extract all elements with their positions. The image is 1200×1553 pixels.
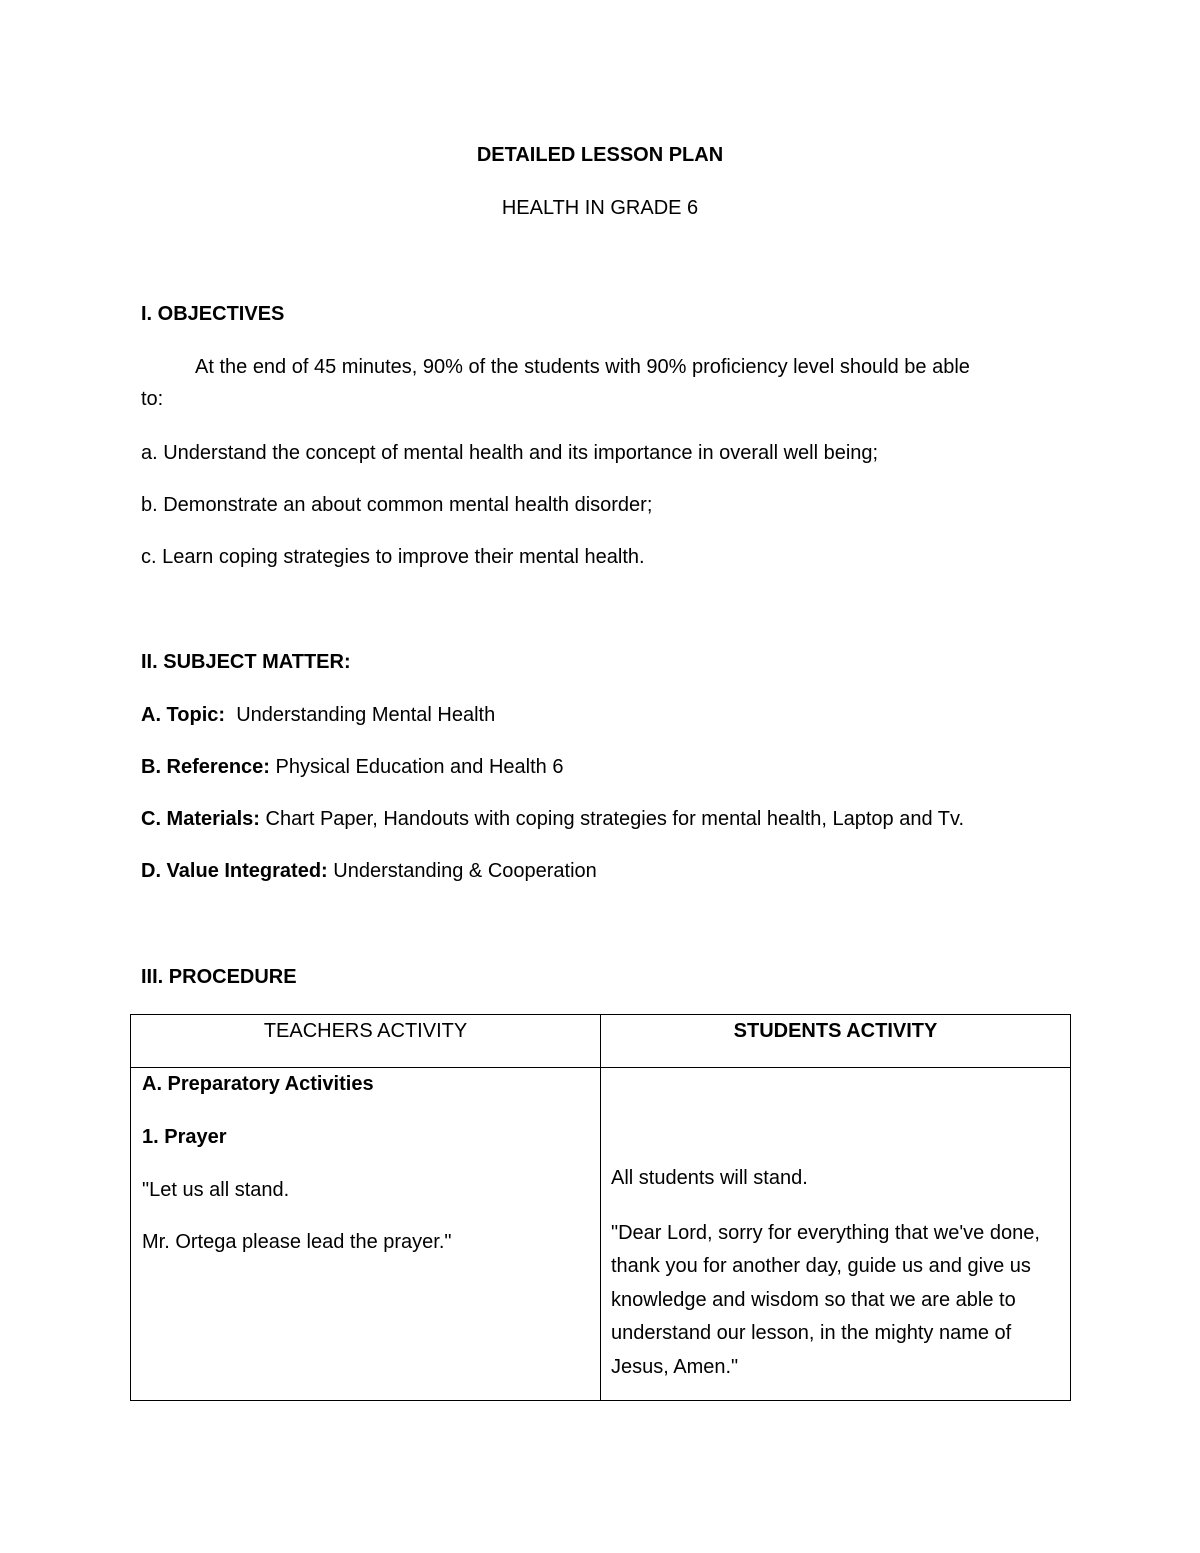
teacher-line-1: "Let us all stand. [142, 1179, 290, 1201]
objectives-intro-line2: to: [141, 388, 164, 410]
col-header-students [601, 1015, 1071, 1068]
student-activity-cell [601, 1068, 1071, 1401]
materials-value: Chart Paper, Handouts with coping strategies for mental health, Laptop and Tv. [265, 808, 965, 830]
objectives-intro-line1: At the end of 45 minutes, 90% of the students with 90% proficiency level should be able [195, 356, 970, 378]
objective-item-c: c. Learn coping strategies to improve their mental health. [141, 546, 645, 568]
student-line-1: All students will stand. [611, 1167, 808, 1189]
col-header-students-label: STUDENTS ACTIVITY [733, 1020, 938, 1042]
teacher-line-2: Mr. Ortega please lead the prayer." [142, 1231, 452, 1253]
objective-item-a: a. Understand the concept of mental health and its importance in overall well being; [141, 442, 879, 464]
teacher-section-heading: A. Preparatory Activities [142, 1073, 374, 1095]
topic-label: A. Topic: [141, 704, 226, 726]
document-title: DETAILED LESSON PLAN [476, 144, 724, 166]
materials-label: C. Materials: [141, 808, 260, 830]
reference-value: Physical Education and Health 6 [275, 756, 564, 778]
document-subtitle: HEALTH IN GRADE 6 [501, 197, 699, 219]
reference-label: B. Reference: [141, 756, 270, 778]
topic-line [141, 703, 495, 727]
teacher-sub-heading: 1. Prayer [142, 1126, 227, 1148]
student-prayer-text: "Dear Lord, sorry for everything that we've done, thank you for another day, guide us and give us knowledge and wisdom so that we are able to understand our lesson, in the mighty name of Jesus, Amen." [611, 1222, 1040, 1378]
topic-value: Understanding Mental Health [236, 704, 496, 726]
col-header-teachers [131, 1015, 601, 1068]
procedure-table-header-row [131, 1015, 1071, 1068]
col-header-teachers-label: TEACHERS ACTIVITY [263, 1020, 468, 1042]
reference-line [141, 755, 563, 779]
teacher-activity-cell [131, 1068, 601, 1401]
procedure-heading: III. PROCEDURE [141, 966, 297, 988]
objectives-heading: I. OBJECTIVES [141, 303, 285, 325]
value-integrated-line [141, 859, 597, 883]
materials-line [141, 807, 964, 831]
subject-matter-heading: II. SUBJECT MATTER: [141, 651, 351, 673]
objective-item-b: b. Demonstrate an about common mental health disorder; [141, 494, 653, 516]
procedure-table [130, 1014, 1071, 1401]
procedure-table-row [131, 1068, 1071, 1401]
value-integrated-label: D. Value Integrated: [141, 860, 328, 882]
value-integrated-value: Understanding & Cooperation [333, 860, 597, 882]
